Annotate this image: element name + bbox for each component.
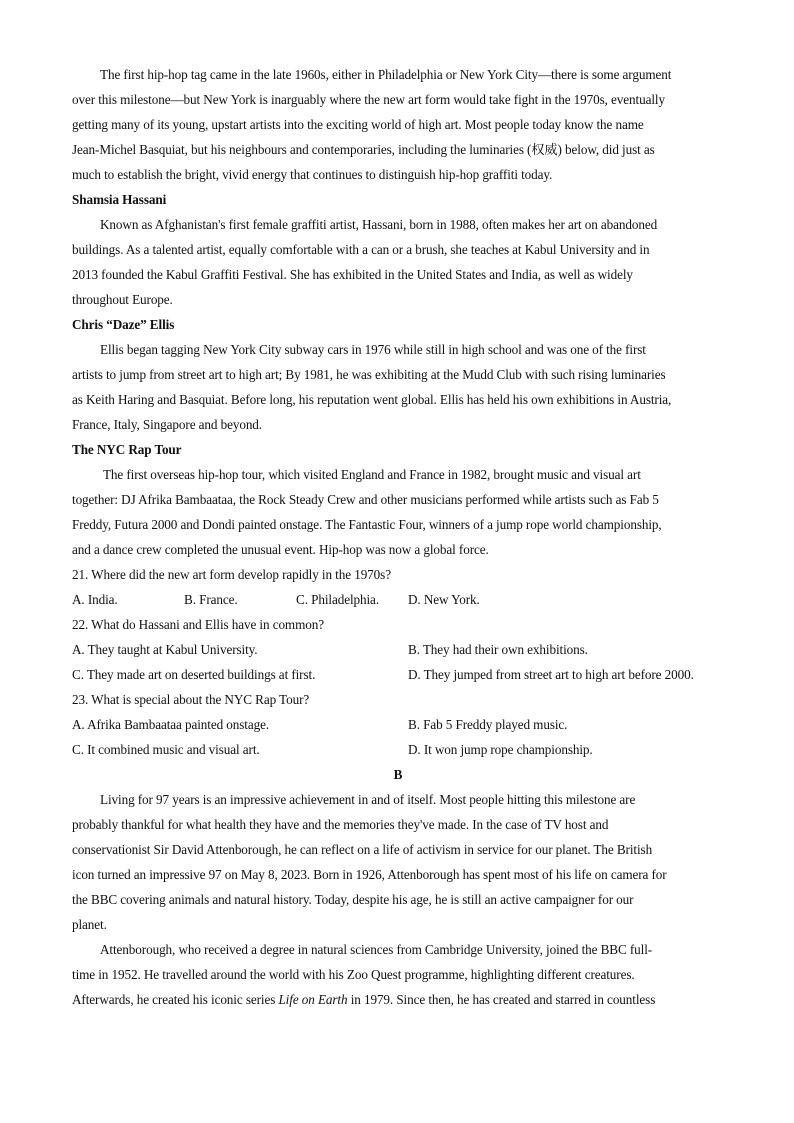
text-run: Afterwards, he created his iconic series (72, 992, 279, 1007)
passage-b-label: B (393, 767, 403, 782)
section-heading: The NYC Rap Tour (72, 442, 182, 457)
text-line (72, 987, 724, 1012)
document-content (72, 62, 724, 1012)
passage-a-intro (72, 62, 724, 187)
option-b: B. Fab 5 Freddy played music. (408, 717, 568, 732)
question-23 (72, 687, 724, 762)
text-line: The first hip-hop tag came in the late 1960s, either in Philadelphia or New York City—there is some argument (100, 67, 672, 82)
text-line: buildings. As a talented artist, equally comfortable with a can or a brush, she teaches at Kabul University and in (72, 242, 650, 257)
text-line: throughout Europe. (72, 292, 173, 307)
text-line: artists to jump from street art to high art; By 1981, he was exhibiting at the Mudd Club with such rising luminaries (72, 367, 666, 382)
option-d: D. They jumped from street art to high art before 2000. (408, 667, 694, 682)
passage-b-paragraph-1 (72, 787, 724, 937)
text-line: Jean-Michel Basquiat, but his neighbours and contemporaries, including the luminaries (权威) below, did just as (72, 142, 655, 157)
text-line: as Keith Haring and Basquiat. Before long, his reputation went global. Ellis has held his own exhibitions in Austria, (72, 392, 672, 407)
text-line: 2013 founded the Kabul Graffiti Festival. She has exhibited in the United States and India, as well as widely (72, 267, 633, 282)
option-a: A. India. (72, 592, 118, 607)
text-line: over this milestone—but New York is inarguably where the new art form would take fight in the 1970s, eventually (72, 92, 665, 107)
section-heading: Shamsia Hassani (72, 192, 167, 207)
answer-options-row-2 (72, 662, 724, 687)
text-line: probably thankful for what health they have and the memories they've made. In the case of TV host and (72, 817, 609, 832)
text-run: in 1979. Since then, he has created and starred in countless (347, 992, 656, 1007)
answer-options-row-2 (72, 737, 724, 762)
option-a: A. They taught at Kabul University. (72, 642, 258, 657)
option-d: D. New York. (408, 592, 480, 607)
option-b: B. France. (184, 592, 238, 607)
answer-options-row-1 (72, 712, 724, 737)
question-22 (72, 612, 724, 687)
text-line: Attenborough, who received a degree in natural sciences from Cambridge University, joined the BBC full- (100, 942, 653, 957)
answer-options (72, 587, 724, 612)
text-line: much to establish the bright, vivid energy that continues to distinguish hip-hop graffiti today. (72, 167, 553, 182)
text-line: and a dance crew completed the unusual event. Hip-hop was now a global force. (72, 542, 489, 557)
text-line: together: DJ Afrika Bambaataa, the Rock Steady Crew and other musicians performed while artists such as Fab 5 (72, 492, 659, 507)
passage-b-paragraph-2 (72, 937, 724, 1012)
section-ellis (72, 312, 724, 437)
text-line: Living for 97 years is an impressive achievement in and of itself. Most people hitting this milestone are (100, 792, 636, 807)
text-line: icon turned an impressive 97 on May 8, 2023. Born in 1926, Attenborough has spent most of his life on camera for (72, 867, 667, 882)
section-heading: Chris “Daze” Ellis (72, 317, 175, 332)
text-line: time in 1952. He travelled around the world with his Zoo Quest programme, highlighting different creatures. (72, 967, 635, 982)
section-hassani (72, 187, 724, 312)
text-line: Ellis began tagging New York City subway cars in 1976 while still in high school and was one of the first (100, 342, 646, 357)
option-d: D. It won jump rope championship. (408, 742, 593, 757)
question-stem: 22. What do Hassani and Ellis have in common? (72, 617, 324, 632)
option-c: C. They made art on deserted buildings at first. (72, 667, 316, 682)
answer-options-row-1 (72, 637, 724, 662)
section-nyc-rap-tour (72, 437, 724, 562)
text-line: Known as Afghanistan's first female graffiti artist, Hassani, born in 1988, often makes her art on abandoned (100, 217, 658, 232)
option-a: A. Afrika Bambaataa painted onstage. (72, 717, 270, 732)
text-line: Freddy, Futura 2000 and Dondi painted onstage. The Fantastic Four, winners of a jump rope world championship, (72, 517, 662, 532)
text-line: The first overseas hip-hop tour, which visited England and France in 1982, brought music and visual art (100, 467, 641, 482)
option-b: B. They had their own exhibitions. (408, 642, 588, 657)
series-title: Life on Earth (278, 992, 348, 1007)
question-stem: 23. What is special about the NYC Rap Tour? (72, 692, 310, 707)
option-c: C. It combined music and visual art. (72, 742, 260, 757)
question-stem: 21. Where did the new art form develop rapidly in the 1970s? (72, 567, 391, 582)
text-line: France, Italy, Singapore and beyond. (72, 417, 263, 432)
text-line: conservationist Sir David Attenborough, he can reflect on a life of activism in service for our planet. The British (72, 842, 653, 857)
option-c: C. Philadelphia. (296, 592, 380, 607)
text-line: the BBC covering animals and natural history. Today, despite his age, he is still an active campaigner for our (72, 892, 634, 907)
question-21 (72, 562, 724, 612)
text-line: getting many of its young, upstart artists into the exciting world of high art. Most people today know the name (72, 117, 644, 132)
text-line: planet. (72, 917, 107, 932)
